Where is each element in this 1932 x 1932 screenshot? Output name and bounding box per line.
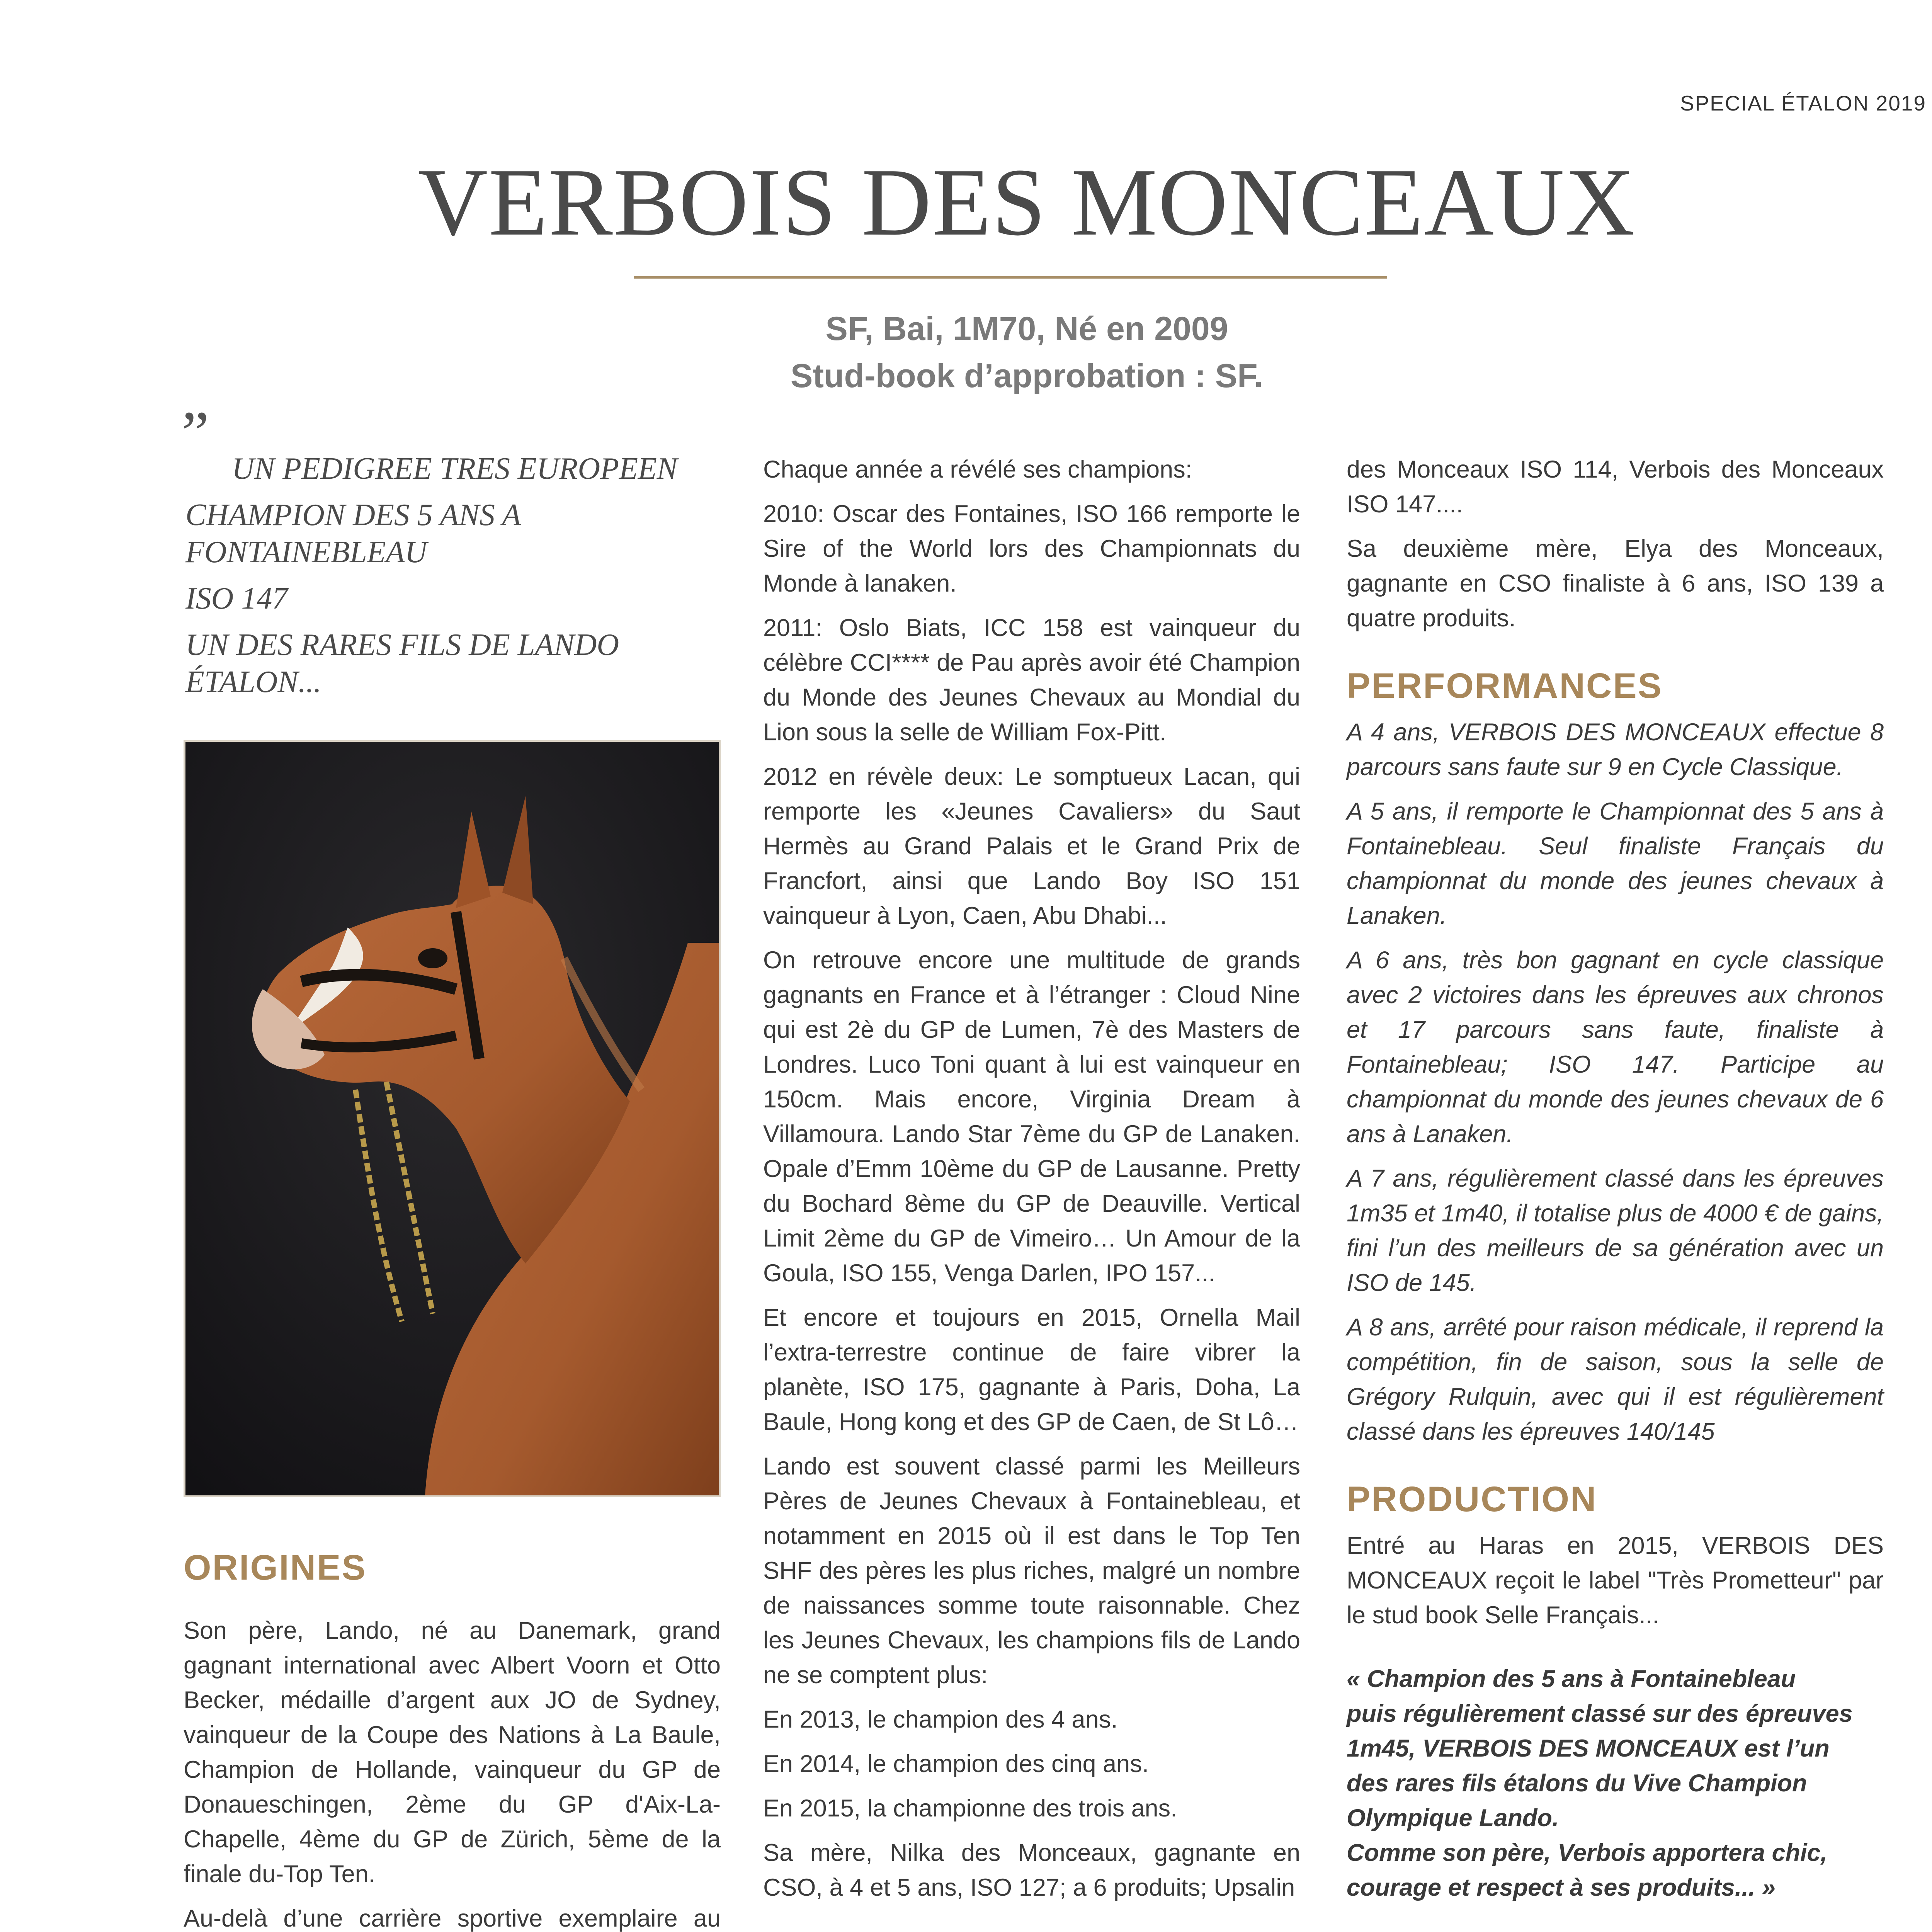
origines-column [184,1613,721,1932]
lineage-paragraph: Chaque année a révélé ses champions: [763,456,1192,483]
pull-quote-line: courage et respect à ses produits... » [1347,1874,1776,1901]
running-header: SPECIAL ÉTALON 2019 [1680,91,1926,115]
pull-quote-line: des rares fils étalons du Vive Champion [1347,1770,1807,1797]
title-divider [634,276,1387,279]
lineage-paragraph: En 2013, le champion des 4 ans. [763,1706,1118,1733]
quote-line: UN PEDIGREE TRES EUROPEEN [232,452,678,486]
page-title: VERBOIS DES MONCEAUX [418,149,1636,256]
performance-paragraph: A 8 ans, arrêté pour raison médicale, il reprend la compétition, fin de saison, sous la selle de Grégory Rulquin, avec qui il est régulièrement classé dans les épreuves 140/145 [1347,1314,1884,1445]
origines-paragraph: Au-delà d’une carrière sportive exemplaire au [184,1905,721,1932]
subtitle [0,305,1932,400]
lineage-paragraph: 2010: Oscar des Fontaines, ISO 166 remporte le Sire of the World lors des Championnats du Monde à lanaken. [763,500,1300,597]
quotation-mark-icon: ” [182,398,209,467]
pull-quote [1347,1662,1884,1905]
origines-heading: ORIGINES [184,1548,367,1587]
production-heading: PRODUCTION [1347,1480,1597,1519]
subtitle-line-1: SF, Bai, 1M70, Né en 2009 [825,310,1228,347]
lineage-paragraph: Sa mère, Nilka des Monceaux, gagnante en CSO, à 4 et 5 ans, ISO 127; a 6 produits; Upsalin [763,1839,1300,1901]
lineage-paragraph: On retrouve encore une multitude de grands gagnants en France et à l’étranger : Cloud Nine qui est 2è du GP de Lumen, 7è des Masters de Londres. Luco Toni quant à lui est vainqueur en 150cm. Mais encore, Virginia Dream à Villamoura. Lando Star 7ème du GP de Lanaken. Opale d’Emm 10ème du GP de Lausanne. Pretty du Bochard 8ème du GP de Deauville. Vertical Limit 2ème du GP de Vimeiro… Un Amour de la Goula, ISO 155, Venga Darlen, IPO 157... [763,947,1300,1287]
intro-quote [185,450,726,710]
lineage-paragraph: Lando est souvent classé parmi les Meilleurs Pères de Jeunes Chevaux à Fontainebleau, et notamment en 2015 où il est dans le Top Ten SHF des pères les plus riches, malgré un nombre de naissances somme toute raisonnable. Chez les Jeunes Chevaux, les champions fils de Lando ne se comptent plus: [763,1453,1300,1689]
production-paragraph: Entré au Haras en 2015, VERBOIS DES MONCEAUX reçoit le label "Très Prometteur" par le stud book Selle Français... [1347,1532,1884,1629]
horse-illustration [185,742,719,1495]
dam-paragraph: Sa deuxième mère, Elya des Monceaux, gagnante en CSO finaliste à 6 ans, ISO 139 a quatre produits. [1347,535,1884,632]
lineage-column [763,452,1300,1915]
quote-line: CHAMPION DES 5 ANS A FONTAINEBLEAU [185,498,520,569]
performance-column [1347,452,1884,1905]
lineage-paragraph: Et encore et toujours en 2015, Ornella Mail l’extra-terrestre continue de faire vibrer la planète, ISO 175, gagnante à Paris, Doha, La Baule, Hong kong et des GP de Caen, de St Lô… [763,1304,1300,1435]
pull-quote-line: puis régulièrement classé sur des épreuves [1347,1700,1853,1727]
pull-quote-line: « Champion des 5 ans à Fontainebleau [1347,1665,1796,1692]
performance-paragraph: A 5 ans, il remporte le Championnat des 5 ans à Fontainebleau. Seul finaliste Français du championnat du monde des jeunes chevaux à Lanaken. [1347,798,1884,929]
pull-quote-line: 1m45, VERBOIS DES MONCEAUX est l’un [1347,1735,1830,1762]
dam-paragraph: des Monceaux ISO 114, Verbois des Monceaux ISO 147.... [1347,456,1884,518]
subtitle-line-2: Stud-book d’approbation : SF. [791,357,1263,395]
lineage-paragraph: 2011: Oslo Biats, ICC 158 est vainqueur du célèbre CCI**** de Pau après avoir été Champion du Monde des Jeunes Chevaux au Mondial du Lion sous la selle de William Fox-Pitt. [763,614,1300,746]
performance-paragraph: A 6 ans, très bon gagnant en cycle classique avec 2 victoires dans les épreuves aux chronos et 17 parcours sans faute, finaliste à Fontainebleau; ISO 147. Participe au championnat du monde des jeunes chevaux de 6 ans à Lanaken. [1347,947,1884,1148]
lineage-paragraph: 2012 en révèle deux: Le somptueux Lacan, qui remporte les «Jeunes Cavaliers» du Saut Hermès au Grand Palais et le Grand Prix de Francfort, ainsi que Lando Boy ISO 151 vainqueur à Lyon, Caen, Abu Dhabi... [763,763,1300,929]
performance-paragraph: A 4 ans, VERBOIS DES MONCEAUX effectue 8 parcours sans faute sur 9 en Cycle Classique. [1347,719,1884,781]
performance-paragraph: A 7 ans, régulièrement classé dans les épreuves 1m35 et 1m40, il totalise plus de 4000 € de gains, fini l’un des meilleurs de sa génération avec un ISO de 145. [1347,1165,1884,1296]
pull-quote-line: Olympique Lando. [1347,1804,1559,1832]
quote-line: UN DES RARES FILS DE LANDO ÉTALON... [185,628,619,699]
pull-quote-line: Comme son père, Verbois apportera chic, [1347,1839,1828,1866]
quote-line: ISO 147 [185,582,288,616]
horse-photo [184,740,721,1497]
lineage-paragraph: En 2014, le champion des cinq ans. [763,1750,1149,1777]
lineage-paragraph: En 2015, la championne des trois ans. [763,1795,1177,1822]
origines-paragraph: Son père, Lando, né au Danemark, grand gagnant international avec Albert Voorn et Otto Becker, médaille d’argent aux JO de Sydney, vainqueur de la Coupe des Nations à La Baule, Champion de Hollande, vainqueur du GP de Donaueschingen, 2ème du GP d'Aix-La-Chapelle, 4ème du GP de Zürich, 5ème de la finale du-Top Ten. [184,1617,721,1888]
performances-heading: PERFORMANCES [1347,666,1663,706]
